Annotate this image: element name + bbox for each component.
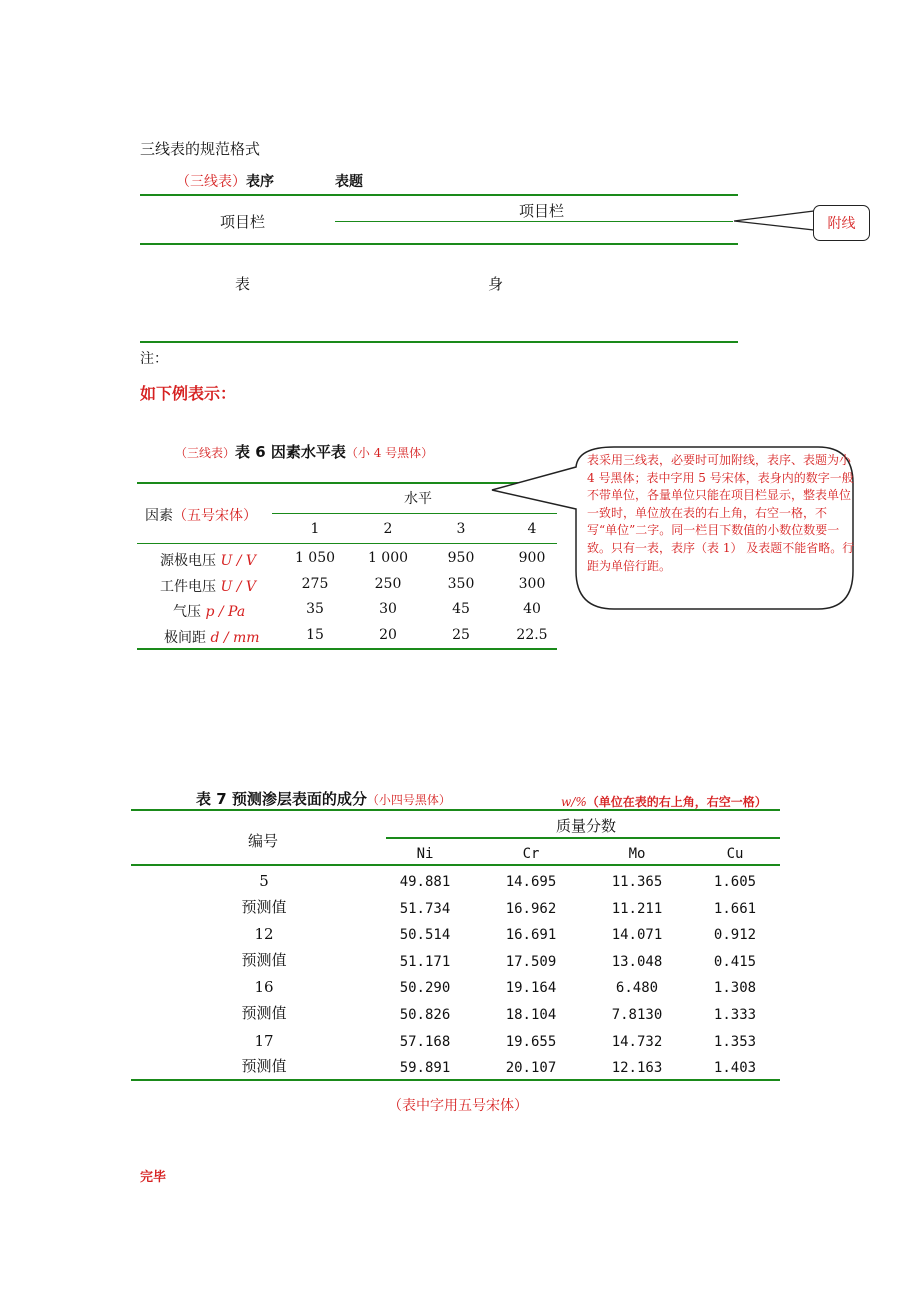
table6-cell: 35	[306, 601, 324, 617]
table7-cell: 19.164	[505, 980, 557, 997]
table6-row-label	[164, 627, 260, 647]
table6-factor-header	[145, 505, 257, 525]
table7-cell: 14.732	[611, 1033, 663, 1050]
factor-note: （五号宋体）	[173, 508, 257, 524]
table6-cell: 45	[452, 601, 470, 617]
table6-cell: 22.5	[516, 627, 548, 643]
table6-caption	[175, 441, 433, 462]
table7-cell: 1.661	[713, 900, 757, 917]
table7-cell: 18.104	[505, 1007, 557, 1023]
table7-caption-title: 表 7 预测渗层表面的成分	[196, 790, 367, 808]
table7-row-id: 16	[254, 978, 274, 997]
table7-cell: 14.695	[505, 874, 557, 890]
table7-cell: 1.353	[713, 1033, 757, 1050]
table6-cell: 1 050	[294, 550, 336, 566]
top-rule	[140, 194, 738, 196]
row-name: 气压	[173, 604, 206, 620]
row-unit: U / V	[220, 579, 256, 595]
table7-cell: 11.211	[611, 900, 663, 917]
bottom-rule	[140, 341, 738, 343]
table7-caption-note: （小四号黑体）	[366, 793, 451, 807]
table7-header-rule	[131, 864, 780, 866]
table7-cell: 12.163	[611, 1060, 663, 1077]
table6-caption-title: 表 6 因素水平表	[235, 443, 346, 461]
table6-level-1: 1	[310, 521, 320, 537]
table6-level-3: 3	[456, 521, 466, 537]
table7-mass-header: 质量分数	[556, 817, 617, 835]
table6-row-label	[173, 601, 245, 621]
table6-cell: 275	[301, 576, 329, 592]
header-rule	[140, 243, 738, 245]
table7-id-header: 编号	[248, 832, 279, 850]
table7-cell: 50.290	[399, 980, 451, 997]
table7-cell: 49.881	[399, 874, 451, 890]
caption-seq: 表序	[246, 174, 274, 190]
bubble-text: 表采用三线表，必要时可加附线，表序、表题为小 4 号黑体；表中字用 5 号宋体，表身内的数字一般不带单位，各量单位只能在项目栏显示，整表单位一致时，单位放在表的右上角，右空一格，不写“单位”二字。同一栏目下数值的小数位数要一致。只有一表，表序（表 1） 及表题不能省略。行距为单倍行距。	[587, 453, 855, 573]
item-col-left: 项目栏	[220, 213, 266, 231]
table6-cell: 1 000	[367, 550, 409, 566]
table7-cell: 6.480	[615, 980, 659, 997]
note-label: 注：	[140, 351, 168, 367]
table7-cell: 0.415	[713, 953, 757, 970]
table7-cell: 1.403	[713, 1060, 757, 1077]
table6-cell: 25	[452, 627, 470, 643]
table6-level-2: 2	[383, 521, 393, 537]
table7-cell: 1.605	[713, 874, 757, 890]
table7-caption	[196, 788, 451, 809]
table7-unit-symbol: w/%	[561, 795, 587, 809]
table7-row-id: 预测值	[241, 1057, 287, 1076]
table7-cell: 11.365	[611, 874, 663, 890]
callout-text: 附线	[827, 216, 856, 232]
end-text: 完毕	[140, 1170, 167, 1185]
table6-cell: 250	[374, 576, 402, 592]
factor-label: 因素	[145, 508, 173, 524]
table7-top-rule	[131, 809, 780, 811]
table7-cell: 50.514	[399, 927, 451, 944]
table6-cell: 20	[379, 627, 397, 643]
row-unit: d / mm	[210, 630, 260, 646]
table7-row-id: 预测值	[241, 1004, 287, 1022]
table7-row-id: 17	[254, 1031, 274, 1050]
table6-cell: 40	[523, 601, 541, 617]
table6-row-label	[160, 576, 256, 596]
table7-cell: 16.962	[505, 900, 557, 917]
table6-caption-note: （小 4 号黑体）	[345, 446, 434, 460]
table7-cell: 0.912	[713, 927, 757, 944]
sub-rule	[335, 221, 733, 222]
table6-level-4: 4	[527, 521, 537, 537]
table7-cell: 13.048	[611, 953, 663, 970]
table7-cell: 50.826	[399, 1007, 451, 1023]
table6-level-header: 水平	[404, 491, 432, 507]
table7-cell: 16.691	[505, 927, 557, 944]
table7-cell: 1.333	[713, 1007, 757, 1023]
body-left-label: 表	[235, 275, 251, 293]
table7-cell: 1.308	[713, 980, 757, 997]
table7-cell: 20.107	[505, 1060, 557, 1077]
body-right-label: 身	[488, 275, 504, 293]
table7-row-id: 5	[259, 872, 269, 890]
table6-cell: 300	[518, 576, 546, 592]
caption-prefix: （三线表）	[176, 174, 246, 190]
table7-row-id: 预测值	[241, 950, 287, 969]
row-name: 工件电压	[160, 579, 221, 595]
row-name: 极间距	[164, 630, 211, 646]
table7-cell: 51.734	[399, 900, 451, 917]
table7-sub-rule	[386, 837, 780, 839]
caption-title: 表题	[335, 174, 363, 190]
row-name: 源极电压	[160, 553, 221, 569]
table6-cell: 950	[447, 550, 475, 566]
table7-cell: 57.168	[399, 1033, 451, 1050]
table7-cell: 17.509	[505, 953, 557, 970]
table7-cell: 14.071	[611, 927, 663, 944]
callout-box-fuxian	[813, 205, 870, 241]
table7-cell: 7.8130	[611, 1007, 663, 1023]
table7-unit-note: （单位在表的右上角，右空一格）	[586, 795, 767, 809]
table7-element: Mo	[628, 846, 646, 862]
table7-unit	[561, 791, 767, 810]
table7-cell: 19.655	[505, 1033, 557, 1050]
table7-row-id: 预测值	[241, 897, 287, 916]
table7-element: Cr	[522, 846, 540, 862]
table7-cell: 59.891	[399, 1060, 451, 1077]
table6-bottom-rule	[137, 648, 557, 650]
table6-cell: 900	[518, 550, 546, 566]
table6-cell: 15	[306, 627, 324, 643]
template-caption	[176, 171, 274, 191]
table7-footer-note: （表中字用五号宋体）	[388, 1098, 528, 1114]
table6-row-label	[160, 550, 256, 570]
table7-bottom-rule	[131, 1079, 780, 1081]
item-col-right: 项目栏	[519, 202, 565, 220]
table7-row-id: 12	[254, 925, 274, 944]
table7-cell: 51.171	[399, 953, 451, 970]
table6-cell: 350	[447, 576, 475, 592]
row-unit: p / Pa	[205, 604, 246, 620]
example-heading: 如下例表示：	[140, 384, 237, 403]
table6-cell: 30	[379, 601, 397, 617]
table7-element: Ni	[416, 846, 434, 862]
table6-caption-prefix: （三线表）	[175, 446, 236, 460]
section-heading: 三线表的规范格式	[140, 140, 261, 158]
table7-element: Cu	[726, 846, 744, 862]
row-unit: U / V	[220, 553, 256, 569]
